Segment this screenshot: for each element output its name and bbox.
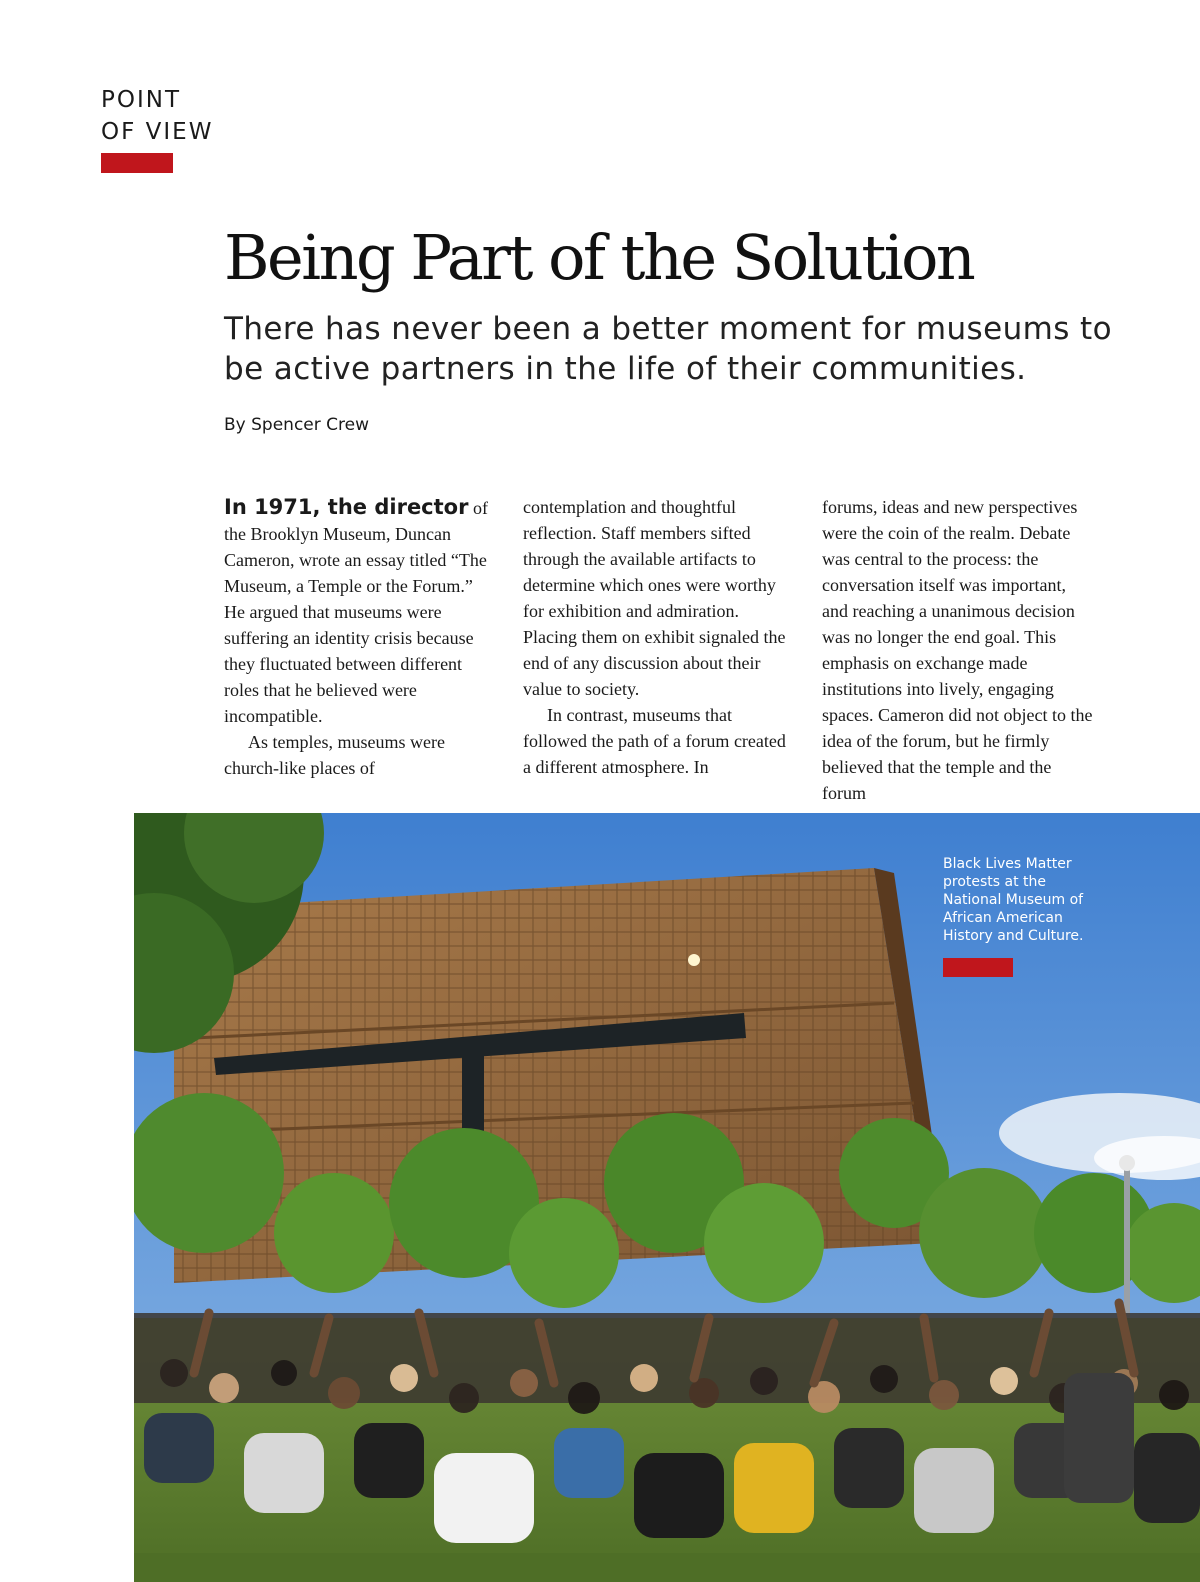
section-label	[101, 84, 213, 148]
caption-accent-bar	[943, 958, 1013, 977]
article-byline: By Spencer Crew	[224, 415, 369, 435]
lead-in: In 1971, the director	[224, 495, 469, 519]
section-label-line2: OF VIEW	[101, 119, 214, 145]
body-paragraph: forums, ideas and new perspectives were the coin of the realm. Debate was central to the process: the conversation itself was important, and reaching a unanimous decision was no longer the end goal. This emphasis on exchange made institutions into lively, engaging spaces. Cameron did not object to the idea of the forum, but he firmly believed that the temple and the forum	[822, 497, 1093, 803]
body-column-1	[224, 494, 496, 806]
body-paragraph: As temples, museums were church-like places of	[224, 732, 445, 778]
section-accent-bar	[101, 153, 173, 173]
body-column-3	[822, 494, 1094, 806]
photo-caption: Black Lives Matter protests at the National Museum of African American History and Culture.	[943, 856, 1084, 944]
paragraph-text: of the Brooklyn Museum, Duncan Cameron, wrote an essay titled “The Museum, a Temple or the Forum.” He argued that museums were suffering an identity crisis because they fluctuated between different roles that he believed were incompatible.	[224, 498, 488, 726]
body-paragraph: In contrast, museums that followed the path of a forum created a different atmosphere. In	[523, 705, 786, 777]
section-label-line1: POINT	[101, 87, 182, 113]
article-title: Being Part of the Solution	[224, 221, 974, 294]
body-column-2	[523, 494, 795, 806]
body-paragraph: contemplation and thoughtful reflection. Staff members sifted through the available artifacts to determine which ones were worthy for exhibition and admiration. Placing them on exhibit signaled the end of any discussion about their value to society.	[523, 497, 786, 699]
article-deck: There has never been a better moment for museums to be active partners in the life of their communities.	[224, 311, 1112, 387]
article-body	[224, 494, 1094, 806]
body-paragraph	[224, 494, 496, 729]
